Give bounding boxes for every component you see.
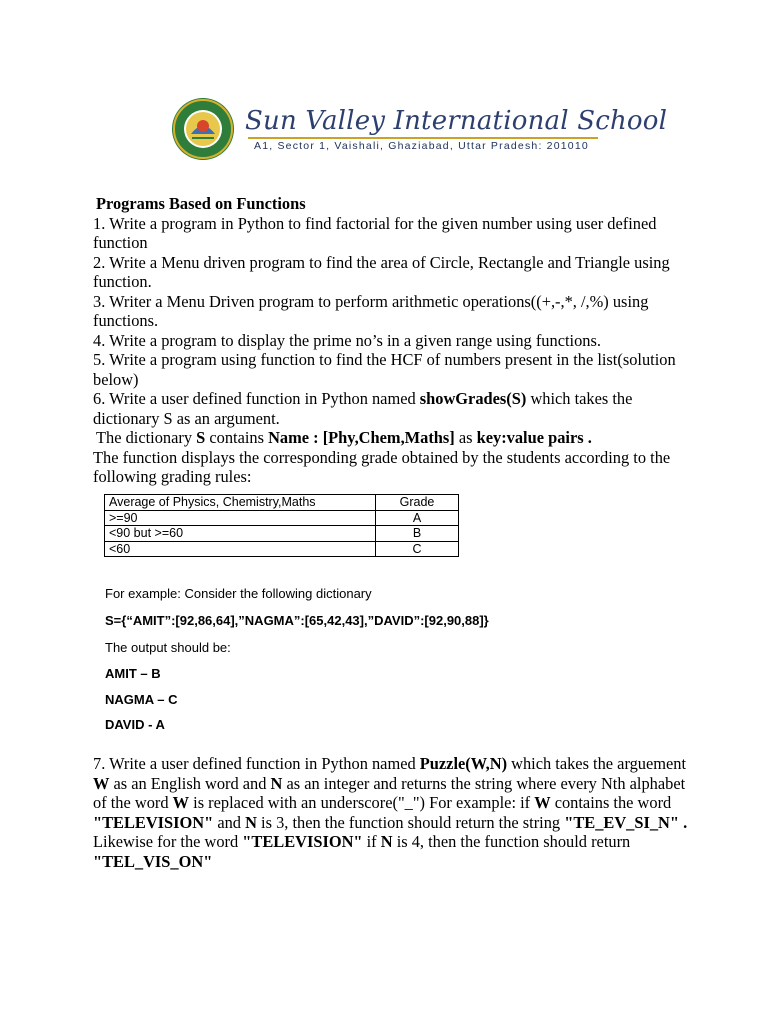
q6-dict-kv: key:value pairs .	[476, 428, 592, 447]
example-output-label: The output should be:	[105, 640, 231, 655]
example-output-line: NAGMA – C	[105, 692, 178, 707]
section-title: Programs Based on Functions	[96, 194, 306, 213]
table-header-row	[105, 495, 459, 511]
q6-dict-text: The dictionary	[96, 428, 197, 447]
q7-var: W	[93, 773, 110, 793]
q7-text: which takes the arguement	[507, 754, 687, 773]
q7-text: is replaced with an underscore("_") For example: if	[189, 793, 535, 812]
question-7	[93, 754, 693, 871]
school-name: Sun Valley International School	[245, 106, 668, 136]
example-output-line: AMIT – B	[105, 666, 161, 681]
q7-text: is 4, then the function should return	[392, 832, 631, 851]
q6-function-name: showGrades(S)	[419, 389, 527, 408]
table-row	[105, 510, 459, 526]
q6-function-description: The function displays the corresponding grade obtained by the students according to the following grading rules:	[93, 447, 671, 486]
q7-word: "TELEVISION"	[242, 832, 363, 851]
question-6	[93, 389, 693, 428]
q6-dict-s: S	[196, 428, 206, 447]
q7-result: "TEL_VIS_ON"	[93, 851, 213, 871]
table-header: Grade	[376, 495, 459, 511]
q7-word: "TELEVISION"	[93, 812, 214, 832]
example-dictionary: S={“AMIT”:[92,86,64],”NAGMA”:[65,42,43],”DAVID”:[92,90,88]}	[105, 613, 489, 628]
table-cell: C	[376, 541, 459, 557]
question-5: 5. Write a program using function to find the HCF of numbers present in the list(solution below)	[93, 350, 676, 389]
q7-text: if	[362, 832, 381, 851]
q7-var: W	[172, 793, 190, 812]
question-7-text	[93, 754, 693, 871]
questions-section	[93, 194, 693, 487]
table-cell: B	[376, 526, 459, 542]
table-header: Average of Physics, Chemistry,Maths	[105, 495, 376, 511]
q7-text: contains the word	[550, 793, 672, 812]
q6-text: 6. Write a user defined function in Python named	[93, 389, 420, 408]
table-cell: <90 but >=60	[105, 526, 376, 542]
table-cell: <60	[105, 541, 376, 557]
q7-text: as an English word and	[109, 773, 271, 793]
q6-dictionary-note	[93, 428, 693, 448]
q7-var: W	[534, 793, 551, 812]
q7-text: and	[213, 812, 246, 832]
q7-text: 7. Write a user defined function in Python named	[93, 754, 420, 773]
question-2: 2. Write a Menu driven program to find the area of Circle, Rectangle and Triangle using function.	[93, 252, 670, 291]
table-cell: >=90	[105, 510, 376, 526]
q6-text-end: which takes the dictionary S as an argument.	[93, 389, 633, 428]
header-divider	[248, 137, 598, 139]
table-cell: A	[376, 510, 459, 526]
q7-result: "TE_EV_SI_N" .	[564, 812, 688, 832]
q7-text: is 3, then the function should return the string	[256, 812, 565, 832]
q7-var: N	[245, 812, 257, 832]
q6-dict-as: as	[454, 428, 477, 447]
table-row	[105, 541, 459, 557]
question-1: 1. Write a program in Python to find factorial for the given number using user defined function	[93, 213, 657, 252]
school-logo	[170, 96, 236, 162]
question-4: 4. Write a program to display the prime no’s in a given range using functions.	[93, 330, 601, 350]
q6-dict-contains: contains	[205, 428, 269, 447]
example-intro: For example: Consider the following dictionary	[105, 586, 372, 601]
table-row	[105, 526, 459, 542]
q6-dict-name: Name : [Phy,Chem,Maths]	[268, 428, 455, 447]
example-output-line: DAVID - A	[105, 717, 165, 732]
question-3: 3. Writer a Menu Driven program to perform arithmetic operations((+,-,*, /,%) using functions.	[93, 291, 649, 330]
q7-var: N	[380, 832, 393, 851]
school-header	[170, 96, 668, 162]
q7-text: as an integer and returns the string where every Nth alphabet of the word	[93, 773, 686, 812]
school-address: A1, Sector 1, Vaishali, Ghaziabad, Uttar Pradesh: 201010	[254, 140, 589, 152]
grade-table	[104, 494, 459, 557]
q7-text: Likewise for the word	[93, 832, 243, 851]
q7-function-name: Puzzle(W,N)	[419, 754, 508, 773]
q7-var: N	[270, 773, 283, 793]
